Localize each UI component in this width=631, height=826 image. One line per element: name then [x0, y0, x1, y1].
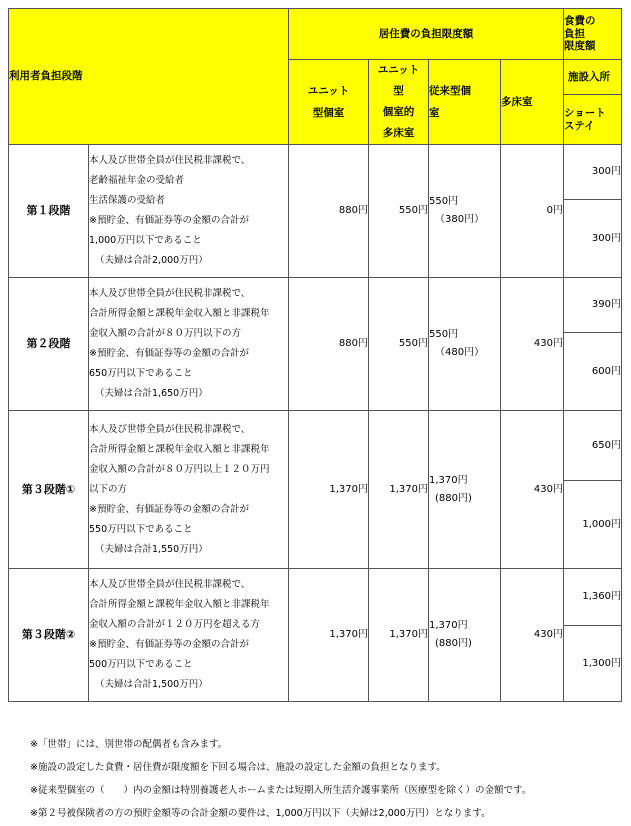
- stage-label: 第２段階: [9, 278, 89, 411]
- desc-line: 500万円以下であること: [89, 659, 193, 670]
- footnote: ※施設の設定した食費・居住費が限度額を下回る場合は、施設の設定した金額の負担となります。: [30, 762, 446, 773]
- multi-bed-amount: 430円: [501, 411, 564, 569]
- header-food-line: 食費の: [564, 15, 596, 28]
- desc-line: 生活保護の受給者: [89, 195, 166, 206]
- unit-private-amount: 880円: [289, 278, 369, 411]
- desc-line: 金収入額の合計が８０万円以下の方: [89, 328, 242, 339]
- multi-bed-amount: 0円: [501, 145, 564, 278]
- desc-line: 650万円以下であること: [89, 368, 193, 379]
- food-facility-amount: 650円: [564, 411, 622, 481]
- conventional-main: 1,370円: [429, 474, 468, 486]
- header-multi-bed: 多床室: [501, 60, 564, 145]
- unit-private-amount: 1,370円: [289, 411, 369, 569]
- conventional-amount: [429, 278, 501, 411]
- conventional-sub: （480円）: [435, 347, 485, 358]
- header-short-stay: [564, 95, 622, 145]
- desc-line: 本人及び世帯全員が住民税非課税で、: [89, 423, 251, 435]
- header-unit-semi-line: 多床室: [382, 127, 415, 139]
- footnotes: [30, 733, 625, 825]
- header-unit-private-line: 型個室: [312, 107, 345, 119]
- desc-line: 金収入額の合計が１２０万円を超える方: [89, 619, 261, 630]
- header-unit-semi-line: 型: [393, 85, 404, 97]
- header-conventional-line: 室: [429, 107, 440, 119]
- desc-line: ※預貯金、有価証券等の金額の合計が: [89, 503, 249, 515]
- stage-label: 第１段階: [9, 145, 89, 278]
- conventional-amount: [429, 411, 501, 569]
- header-unit-semi-line: ユニット: [377, 64, 420, 76]
- conventional-sub: （380円）: [435, 214, 485, 225]
- desc-line: ※預貯金、有価証券等の金額の合計が: [89, 639, 249, 650]
- header-short-line: ステイ: [564, 119, 595, 132]
- header-food-line: 負担: [564, 27, 585, 40]
- header-short-line: ショート: [564, 106, 606, 119]
- stage-description: [89, 145, 289, 278]
- stage-description: [89, 278, 289, 411]
- unit-semi-amount: 550円: [369, 145, 429, 278]
- desc-line: 550万円以下であること: [89, 523, 193, 535]
- header-stage: 利用者負担段階: [9, 9, 289, 145]
- unit-semi-amount: 550円: [369, 278, 429, 411]
- header-conventional-line: 従来型個: [429, 85, 471, 97]
- food-short-stay-amount: 1,300円: [564, 626, 622, 702]
- food-facility-amount: 1,360円: [564, 569, 622, 626]
- header-conventional-private: [429, 60, 501, 145]
- burden-limit-table: [8, 8, 622, 702]
- food-facility-amount: 300円: [564, 145, 622, 200]
- header-food-limit: [564, 9, 622, 60]
- desc-line: 以下の方: [89, 483, 128, 495]
- footnote: ※「世帯」には、別世帯の配偶者も含みます。: [30, 739, 228, 750]
- conventional-amount: [429, 569, 501, 702]
- desc-line: ※預貯金、有価証券等の金額の合計が: [89, 348, 249, 359]
- desc-line: 金収入額の合計が８０万円以上１２０万円: [89, 463, 270, 475]
- desc-line: ※預貯金、有価証券等の金額の合計が: [89, 215, 249, 226]
- header-unit-private-line: ユニット: [307, 85, 350, 97]
- unit-semi-amount: 1,370円: [369, 411, 429, 569]
- unit-private-amount: 880円: [289, 145, 369, 278]
- food-short-stay-amount: 1,000円: [564, 481, 622, 569]
- stage-label: 第３段階①: [9, 411, 89, 569]
- header-unit-semi-line: 個室的: [382, 106, 415, 118]
- footnote: ※従来型個室の（ ）内の金額は特別養護老人ホームまたは短期入所生活介護事業所（医療型を除く）の金額です。: [30, 785, 532, 796]
- food-short-stay-amount: 600円: [564, 333, 622, 411]
- header-residence-limit: 居住費の負担限度額: [289, 9, 564, 60]
- conventional-main: 550円: [429, 196, 459, 207]
- header-unit-private: [289, 60, 369, 145]
- stage-label: 第３段階②: [9, 569, 89, 702]
- desc-line: 1,000万円以下であること: [89, 235, 202, 246]
- header-unit-semi-private: [369, 60, 429, 145]
- desc-line: 本人及び世帯全員が住民税非課税で、: [89, 155, 251, 166]
- header-food-line: 限度額: [564, 40, 596, 53]
- multi-bed-amount: 430円: [501, 569, 564, 702]
- stage-description: [89, 569, 289, 702]
- food-short-stay-amount: 300円: [564, 200, 622, 278]
- unit-private-amount: 1,370円: [289, 569, 369, 702]
- desc-line: 本人及び世帯全員が住民税非課税で、: [89, 288, 251, 299]
- desc-line: 合計所得金額と課税年金収入額と非課税年: [89, 308, 270, 319]
- desc-line: 本人及び世帯全員が住民税非課税で、: [89, 579, 251, 590]
- food-facility-amount: 390円: [564, 278, 622, 333]
- unit-semi-amount: 1,370円: [369, 569, 429, 702]
- conventional-main: 1,370円: [429, 620, 468, 631]
- conventional-sub: (880円): [435, 492, 472, 504]
- header-facility: 施設入所: [564, 60, 622, 95]
- multi-bed-amount: 430円: [501, 278, 564, 411]
- desc-line: 合計所得金額と課税年金収入額と非課税年: [89, 599, 270, 610]
- desc-line: （夫婦は合計1,650万円）: [95, 388, 208, 399]
- desc-line: （夫婦は合計1,500万円）: [95, 679, 208, 690]
- conventional-amount: [429, 145, 501, 278]
- desc-line: （夫婦は合計2,000万円）: [95, 255, 208, 266]
- footnote: ※第２号被保険者の方の預貯金額等の合計金額の要件は、1,000万円以下（夫婦は2,000万円）となります。: [30, 808, 491, 819]
- desc-line: （夫婦は合計1,550万円）: [95, 543, 208, 555]
- desc-line: 老齢福祉年金の受給者: [89, 175, 185, 186]
- conventional-sub: (880円): [435, 638, 472, 649]
- conventional-main: 550円: [429, 329, 459, 340]
- stage-description: [89, 411, 289, 569]
- desc-line: 合計所得金額と課税年金収入額と非課税年: [89, 443, 270, 455]
